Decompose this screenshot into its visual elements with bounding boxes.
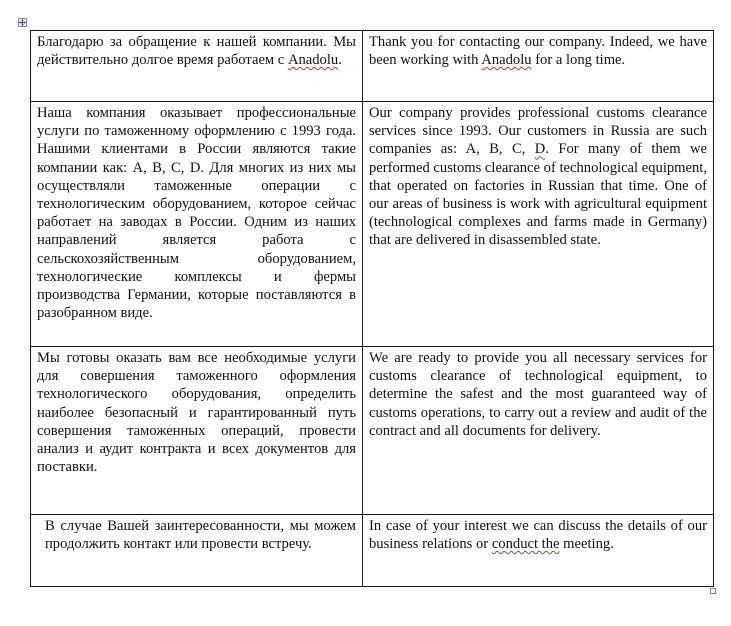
spellcheck-marked-word[interactable]: Anadolu [481,52,532,69]
russian-paragraph: Мы готовы оказать вам все необходимые услуги для совершения таможенного оформления технологического оборудования, определить наиболее безопасный и гарантированный путь совершения таможенных операций, провести анализ и аудит контракта и всех документов для поставки. [37,350,356,476]
spellcheck-marked-word[interactable]: Anadolu [287,52,339,69]
russian-cell[interactable] [31,31,363,102]
table-row [31,515,714,587]
russian-cell[interactable] [31,347,363,515]
russian-paragraph: Благодарю за обращение к нашей компании. Мы действительно долгое время работаем с Anadolu. [37,34,356,69]
english-cell[interactable] [363,515,714,587]
russian-cell[interactable] [31,515,363,587]
translation-table [30,30,714,587]
table-resize-handle[interactable] [710,588,716,594]
english-cell[interactable] [363,347,714,515]
russian-paragraph: В случае Вашей заинтересованности, мы можем продолжить контакт или провести встречу. [45,518,356,553]
move-arrows-icon [19,19,26,26]
grammar-marked-word[interactable]: D [534,141,546,158]
english-paragraph: We are ready to provide you all necessary services for customs clearance of technological equipment, to determine the safest and the most guaranteed way of customs operations, to carry out a review and audit of the contract and all documents for delivery. [369,350,707,439]
grammar-marked-phrase[interactable]: conduct the [491,536,560,553]
table-row [31,347,714,515]
table-row [31,31,714,102]
russian-cell[interactable] [31,102,363,347]
english-paragraph: Our company provides professional customs clearance services since 1993. Our customers in Russia are such companies as: A, B, C, D. For many of them we performed customs clearance of technological equipment, that operated on factories in Russian that time. One of our areas of business is work with agricultural equipment (technological complexes and farms made in Germany) that are delivered in disassembled state. [369,105,707,249]
english-paragraph: Thank you for contacting our company. Indeed, we have been working with Anadolu for a long time. [369,34,707,69]
table-move-handle[interactable] [18,18,27,27]
english-paragraph: In case of your interest we can discuss the details of our business relations or conduct the meeting. [369,518,707,553]
russian-paragraph: Наша компания оказывает профессиональные услуги по таможенному оформлению с 1993 года. Нашими клиентами в России являются такие компании как: А, В, С, D. Для многих из них мы осуществляли таможенные операции с технологическим оборудованием, которое сейчас работает на заводах в России. Одним из наших направлений является работа с сельскохозяйственным оборудованием, технологические комплексы и фермы производства Германии, которые поставляются в разобранном виде. [37,105,356,322]
english-cell[interactable] [363,31,714,102]
english-cell[interactable] [363,102,714,347]
table-row [31,102,714,347]
